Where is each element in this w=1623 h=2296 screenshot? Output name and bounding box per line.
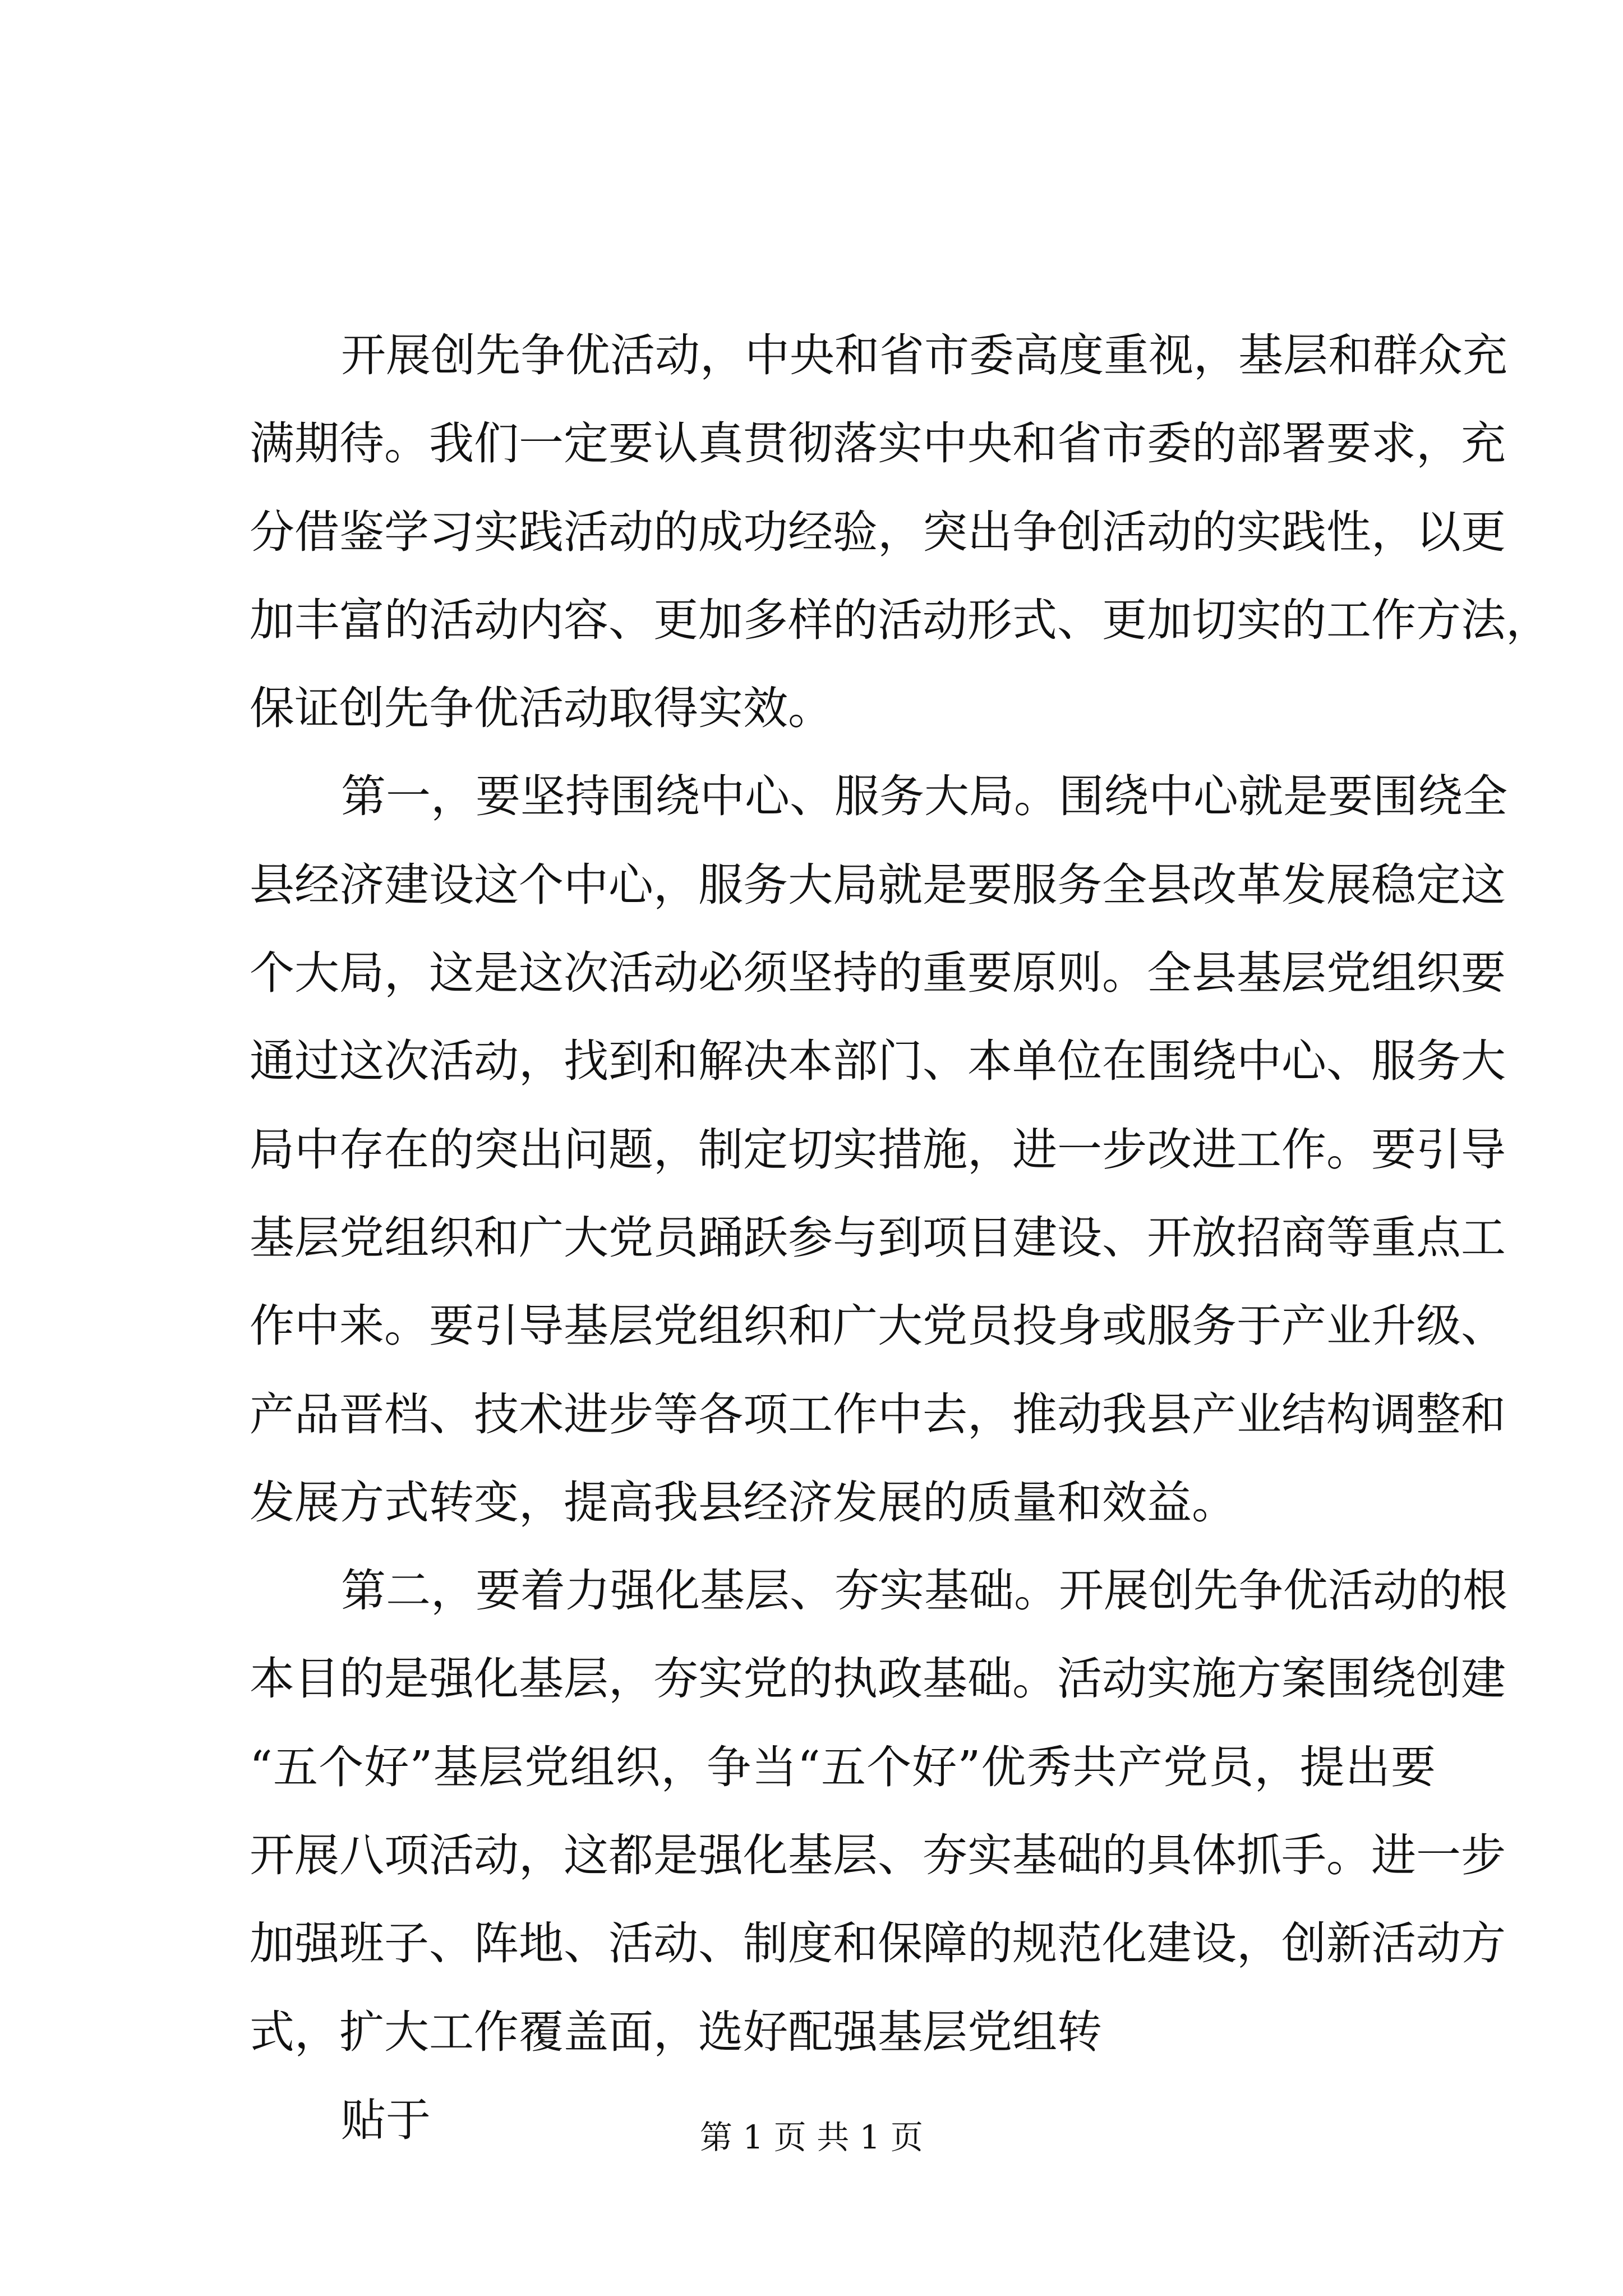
text-line: 保证创先争优活动取得实效。: [250, 682, 833, 735]
text-line: 产品晋档、技术进步等各项工作中去，推动我县产业结构调整和: [250, 1388, 1506, 1441]
paragraph: [250, 752, 1507, 1547]
text-line: “五个好”基层党组织，争当“五个好”优秀共产党员，提出要: [250, 1741, 1436, 1793]
text-line: 个大局，这是这次活动必须坚持的重要原则。全县基层党组织要: [250, 947, 1506, 1000]
text-line: 发展方式转变，提高我县经济发展的质量和效益。: [250, 1476, 1237, 1529]
text-line: 满期待。我们一定要认真贯彻落实中央和省市委的部署要求，充: [250, 417, 1506, 470]
text-line: 第一，要坚持围绕中心、服务大局。围绕中心就是要围绕全: [341, 770, 1507, 823]
text-line: 本目的是强化基层，夯实党的执政基础。活动实施方案围绕创建: [250, 1653, 1506, 1705]
text-line: 分借鉴学习实践活动的成功经验，突出争创活动的实践性，以更: [250, 505, 1506, 558]
text-line: 作中来。要引导基层党组织和广大党员投身或服务于产业升级、: [250, 1300, 1506, 1352]
text-line: 县经济建设这个中心，服务大局就是要服务全县改革发展稳定这: [250, 858, 1506, 911]
paragraph: [250, 311, 1551, 752]
text-line: 通过这次活动，找到和解决本部门、本单位在围绕中心、服务大: [250, 1035, 1506, 1088]
page-footer: 第 1 页 共 1 页: [700, 2118, 923, 2156]
text-line: 第二，要着力强化基层、夯实基础。开展创先争优活动的根: [341, 1565, 1507, 1617]
text-line: 局中存在的突出问题，制定切实措施，进一步改进工作。要引导: [250, 1123, 1506, 1176]
text-line: 加丰富的活动内容、更加多样的活动形式、更加切实的工作方法，: [250, 593, 1551, 646]
text-line: 开展创先争优活动，中央和省市委高度重视，基层和群众充: [341, 329, 1507, 381]
document-body: [250, 311, 1551, 2164]
text-line: 基层党组织和广大党员踊跃参与到项目建设、开放招商等重点工: [250, 1211, 1506, 1264]
text-line: 贴于: [341, 2093, 431, 2146]
text-line: 加强班子、阵地、活动、制度和保障的规范化建设，创新活动方: [250, 1917, 1506, 1970]
text-line: 开展八项活动，这都是强化基层、夯实基础的具体抓手。进一步: [250, 1829, 1506, 1882]
text-line: 式，扩大工作覆盖面，选好配强基层党组转: [250, 2005, 1102, 2058]
paragraph: [250, 1547, 1507, 2076]
